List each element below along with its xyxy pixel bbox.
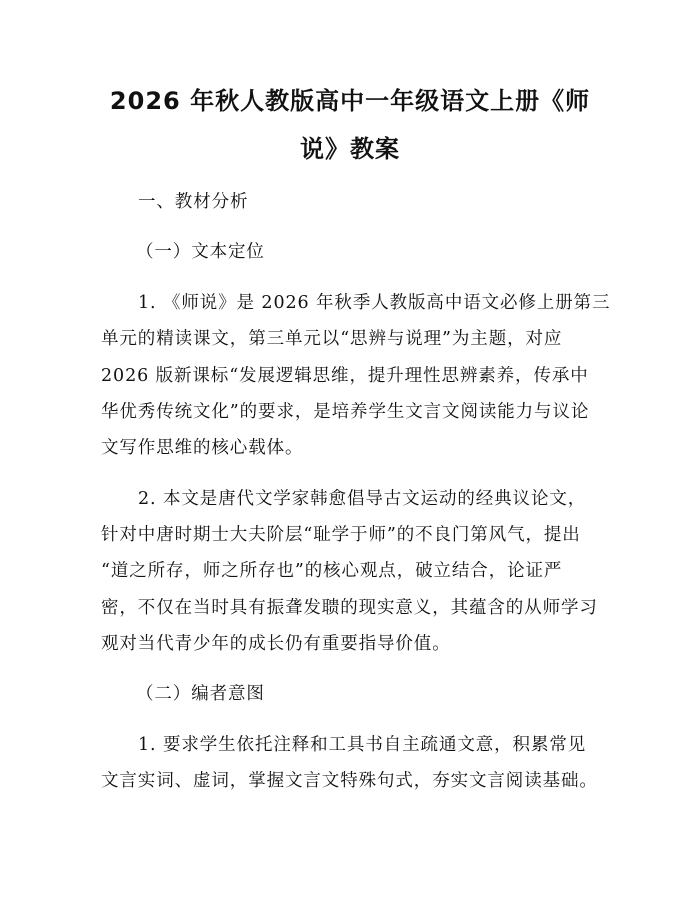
paragraph-line: 文言实词、虚词，掌握文言文特殊句式，夯实文言阅读基础。 xyxy=(101,771,598,791)
paragraph-line: 文写作思维的核心载体。 xyxy=(101,438,304,458)
paragraph-line: 2026 版新课标“发展逻辑思维，提升理性思辨素养，传承中 xyxy=(101,366,589,386)
paragraph-line: 1. 《师说》是 2026 年秋季人教版高中语文必修上册第三 xyxy=(138,293,611,313)
document-title-line-2: 说》教案 xyxy=(300,135,400,163)
paragraph-line: 针对中唐时期士大夫阶层“耻学于师”的不良门第风气，提出 xyxy=(101,525,581,545)
section-heading: 一、教材分析 xyxy=(138,192,249,212)
paragraph-line: 1. 要求学生依托注释和工具书自主疏通文意，积累常见 xyxy=(138,735,587,755)
paragraph-line: “道之所存，师之所存也”的核心观点，破立结合，论证严 xyxy=(101,561,563,581)
paragraph-line: 单元的精读课文，第三单元以“思辨与说理”为主题，对应 xyxy=(101,329,563,349)
paragraph-line: 观对当代青少年的成长仍有重要指导价值。 xyxy=(101,634,451,654)
paragraph-line: 2. 本文是唐代文学家韩愈倡导古文运动的经典议论文， xyxy=(138,489,587,509)
document-title-line-1: 2026 年秋人教版高中一年级语文上册《师 xyxy=(109,87,591,115)
subsection-heading-text-positioning: （一）文本定位 xyxy=(136,242,265,262)
subsection-heading-editor-intent: （二）编者意图 xyxy=(136,684,265,704)
paragraph-line: 华优秀传统文化”的要求，是培养学生文言文阅读能力与议论 xyxy=(101,402,590,422)
paragraph-line: 密，不仅在当时具有振聋发聩的现实意义，其蕴含的从师学习 xyxy=(101,598,598,618)
